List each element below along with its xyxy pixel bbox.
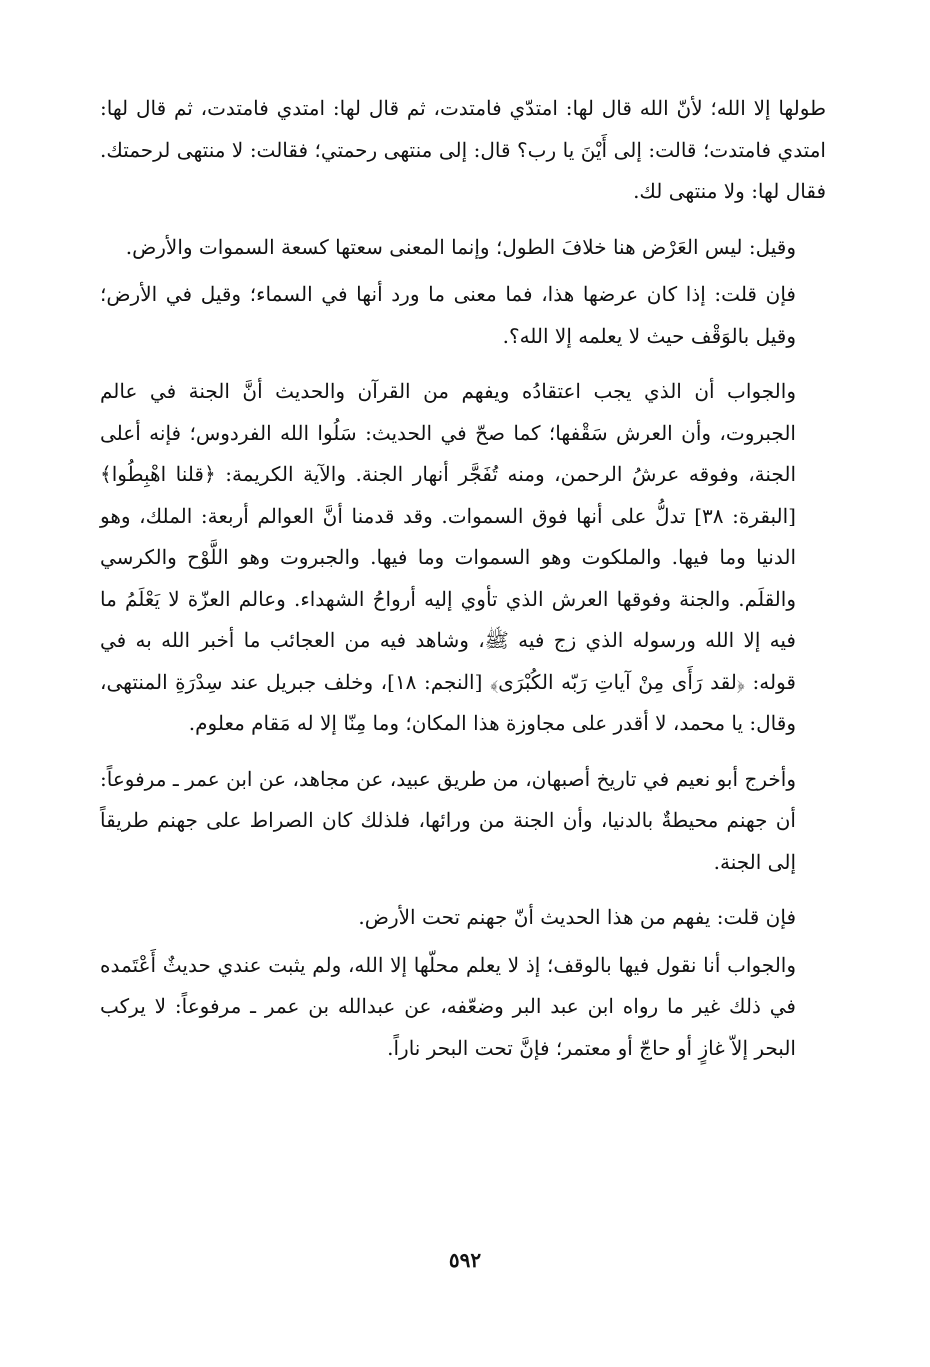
paragraph-6: فإن قلت: يفهم من هذا الحديث أنّ جهنم تحت الأرض. (358, 905, 796, 929)
page-body (100, 88, 826, 1069)
paragraph-7: والجواب أنا نقول فيها بالوقف؛ إذ لا يعلم محلّها إلا الله، ولم يثبت عندي حديثٌ أَعْتَمده في ذلك غير ما رواه ابن عبد البر وضعّفه، عن عبدالله بن عمر ـ مرفوعاً: لا يركب البحر إلاّ غازٍ أو حاجّ أو معتمر؛ فإنَّ تحت البحر ناراً. (100, 952, 796, 1060)
page-number: ٥٩٢ (448, 1248, 482, 1272)
paragraph-1: طولها إلا الله؛ لأنّ الله قال لها: امتدّي فامتدت، ثم قال لها: امتدي فامتدت، ثم قال لها: امتدي فامتدت؛ قالت: إلى أَيْنَ يا رب؟ قال: إلى منتهى رحمتي؛ فقالت: لا منتهى لرحمتك. فقال لها: ولا منتهى لك. (100, 96, 826, 203)
paragraph-5: وأخرج أبو نعيم في تاريخ أصبهان، من طريق عبيد، عن مجاهد، عن ابن عمر ـ مرفوعاً: أن جهنم محيطةٌ بالدنيا، وأن الجنة من ورائها، فلذلك كان الصراط على جهنم طريقاً إلى الجنة. (100, 766, 796, 874)
paragraph-4: والجواب أن الذي يجب اعتقادُه ويفهم من القرآن والحديث أنَّ الجنة في عالم الجبروت، وأن العرش سَقْفها؛ كما صحّ في الحديث: سَلُوا الله الفردوس؛ فإنه أعلى الجنة، وفوقه عرشُ الرحمن، ومنه تُفَجَّر أنهار الجنة. والآية الكريمة: ﴿قلنا اهْبِطُوا﴾ [البقرة: ٣٨] تدلُّ على أنها فوق السموات. وقد قدمنا أنَّ العوالم أربعة: الملك، وهو الدنيا وما فيها. والملكوت وهو السموات وما فيها. والجبروت وهو اللَّوْح والكرسي والقلَم. والجنة وفوقها العرش الذي تأوي إليه أرواحُ الشهداء. وعالم العزّة لا يَعْلَمُ ما فيه إلا الله ورسوله الذي زج فيه ﷺ، وشاهد فيه من العجائب ما أخبر الله به في قوله: ﴿لقد رَأَى مِنْ آياتِ رَبّه الكُبْرَى﴾ [النجم: ١٨]، وخلف جبريل عند سِدْرَةِ المنتهى، وقال: يا محمد، لا أقدر على مجاوزة هذا المكان؛ وما مِنّا إلا له مَقام معلوم. (100, 379, 796, 735)
paragraph-3: فإن قلت: إذا كان عرضها هذا، فما معنى ما ورد أنها في السماء؛ وقيل في الأرض؛ وقيل بالوَقْف حيث لا يعلمه إلا الله؟. (100, 282, 796, 348)
paragraph-2: وقيل: ليس العَرْض هنا خلافَ الطول؛ وإنما المعنى سعتها كسعة السموات والأرض. (125, 234, 796, 259)
